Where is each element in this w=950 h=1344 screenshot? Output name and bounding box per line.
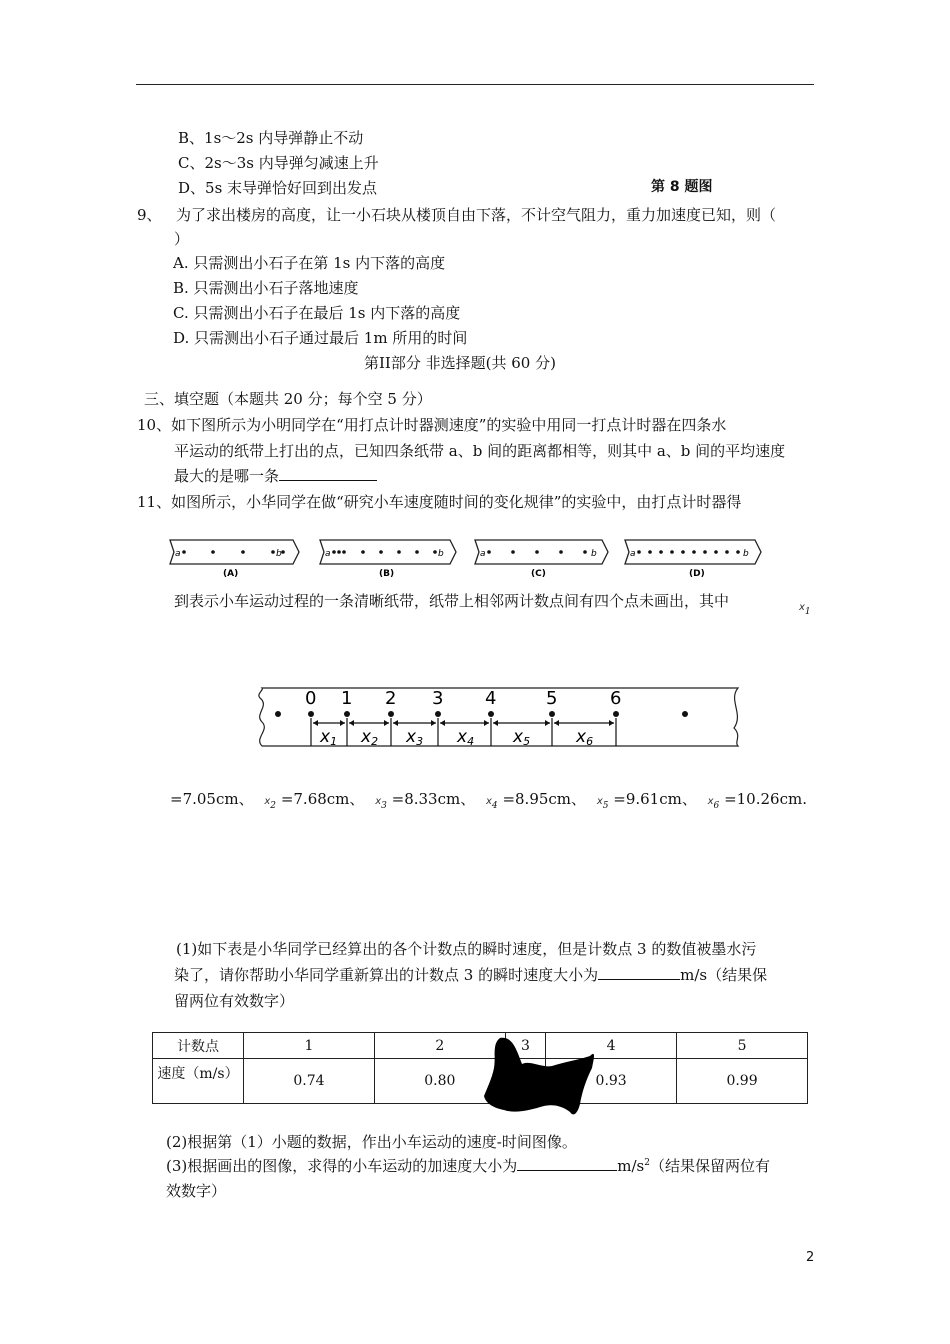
header-rule (136, 84, 814, 85)
tape-b (320, 540, 456, 579)
q11-part1-line1: (1)如下表是小华同学已经算出的各个计数点的瞬时速度，但是计数点 3 的数值被墨水污 (176, 940, 757, 958)
point-3-label: 3 (432, 688, 444, 709)
q8-figure-caption: 第 8 题图 (651, 179, 713, 195)
tape-d-caption: (D) (689, 569, 705, 579)
tape-a-label-b: b (276, 549, 282, 559)
q9-option-b: B. 只需测出小石子落地速度 (173, 279, 359, 297)
q11-part3-line2: 效数字） (166, 1182, 227, 1200)
tape-c-label-a: a (480, 549, 486, 559)
point-6-label: 6 (610, 688, 622, 709)
tape-a-caption: (A) (223, 569, 239, 579)
table-row-label: 速度（m/s） (153, 1059, 244, 1104)
q11-speed-answer-blank[interactable] (598, 965, 680, 980)
q8-option-b: B、1s～2s 内导弹静止不动 (178, 129, 364, 147)
segment-x4-label: x4 (457, 727, 475, 748)
point-5-label: 5 (546, 688, 558, 709)
table-point-4: 4 (546, 1033, 677, 1059)
q9-option-c: C. 只需测出小石子在最后 1s 内下落的高度 (173, 304, 461, 322)
table-speed-5: 0.99 (677, 1059, 808, 1104)
tape-a-label-a: a (175, 549, 181, 559)
q8-option-c: C、2s～3s 内导弹匀减速上升 (178, 154, 379, 172)
tape-a (170, 540, 299, 579)
q10-answer-blank[interactable] (279, 466, 377, 481)
part2-title: 第II部分 非选择题(共 60 分) (364, 354, 556, 372)
q10-line1: 10、如下图所示为小明同学在“用打点计时器测速度”的实验中用同一打点计时器在四条水 (137, 416, 727, 434)
tapes-figure (165, 532, 765, 582)
tape-c-caption: (C) (531, 569, 546, 579)
q9-option-a: A. 只需测出小石子在第 1s 内下落的高度 (173, 254, 446, 272)
page-number: 2 (806, 1250, 815, 1265)
q11-line1: 11、如图所示，小华同学在做“研究小车速度随时间的变化规律”的实验中，由打点计时器得 (137, 493, 742, 511)
table-speed-4: 0.93 (546, 1059, 677, 1104)
tape-b-label-b: b (438, 549, 444, 559)
segment-x3-label: x3 (406, 727, 424, 748)
x-values-line: =7.05cm、 $x_2 =7.68cm$、 $x_3 =8.33cm$、 $x_4 =8.95cm$、 $x_5 =9.61cm$、 $x_6 =10.26cm$. (170, 790, 807, 811)
segment-x6-label: x6 (576, 727, 594, 748)
tape-c-label-b: b (591, 549, 597, 559)
x1-label: $x_1$ (799, 602, 811, 617)
table-header-label: 计数点 (153, 1033, 244, 1059)
point-0-label: 0 (305, 688, 317, 709)
q11-part2: (2)根据第（1）小题的数据，作出小车运动的速度-时间图像。 (166, 1133, 577, 1151)
table-point-5: 5 (677, 1033, 808, 1059)
table-point-2: 2 (374, 1033, 505, 1059)
q8-option-d: D、5s 末导弹恰好回到出发点 (178, 179, 378, 197)
tape-d-label-b: b (743, 549, 749, 559)
table-point-3: 3 (505, 1033, 545, 1059)
table-speed-1: 0.74 (244, 1059, 375, 1104)
tape-b-label-a: a (325, 549, 331, 559)
segment-x5-label: x5 (513, 727, 531, 748)
q9-option-d: D. 只需测出小石子通过最后 1m 所用的时间 (173, 329, 468, 347)
tape-d (625, 540, 761, 579)
segment-x2-label: x2 (361, 727, 379, 748)
tape-c (475, 540, 608, 579)
q11-part1-line2: 染了，请你帮助小华同学重新算出的计数点 3 的瞬时速度大小为 m/s（结果保 (174, 966, 768, 984)
q11-part1-line3: 留两位有效数字） (174, 992, 295, 1010)
q11-part3: (3)根据画出的图像，求得的小车运动的加速度大小为 $m/s^2$（结果保留两位有 (166, 1157, 770, 1175)
tape-d-label-a: a (630, 549, 636, 559)
speed-table (152, 1032, 808, 1104)
q10-line2: 平运动的纸带上打出的点，已知四条纸带 a、b 间的距离都相等，则其中 a、b 间的平均速度 (174, 442, 786, 460)
q11-line2: 到表示小车运动过程的一条清晰纸带，纸带上相邻两计数点间有四个点未画出，其中 (174, 592, 730, 610)
section3-title: 三、填空题（本题共 20 分；每个空 5 分） (144, 390, 432, 408)
q11-acceleration-answer-blank[interactable] (517, 1156, 617, 1171)
q9-stem-end: ） (174, 230, 190, 248)
table-point-1: 1 (244, 1033, 375, 1059)
q9-stem: 为了求出楼房的高度，让一小石块从楼顶自由下落，不计空气阻力，重力加速度已知，则（ (176, 206, 777, 224)
ink-blot (482, 1034, 602, 1124)
segment-x1-label: x1 (320, 727, 338, 748)
point-1-label: 1 (341, 688, 353, 709)
counting-tape-diagram (250, 680, 750, 755)
point-4-label: 4 (485, 688, 497, 709)
q9-number: 9、 (137, 206, 162, 224)
point-2-label: 2 (385, 688, 397, 709)
table-speed-2: 0.80 (374, 1059, 505, 1104)
tape-b-caption: (B) (379, 569, 395, 579)
q10-line3: 最大的是哪一条 (174, 465, 377, 486)
